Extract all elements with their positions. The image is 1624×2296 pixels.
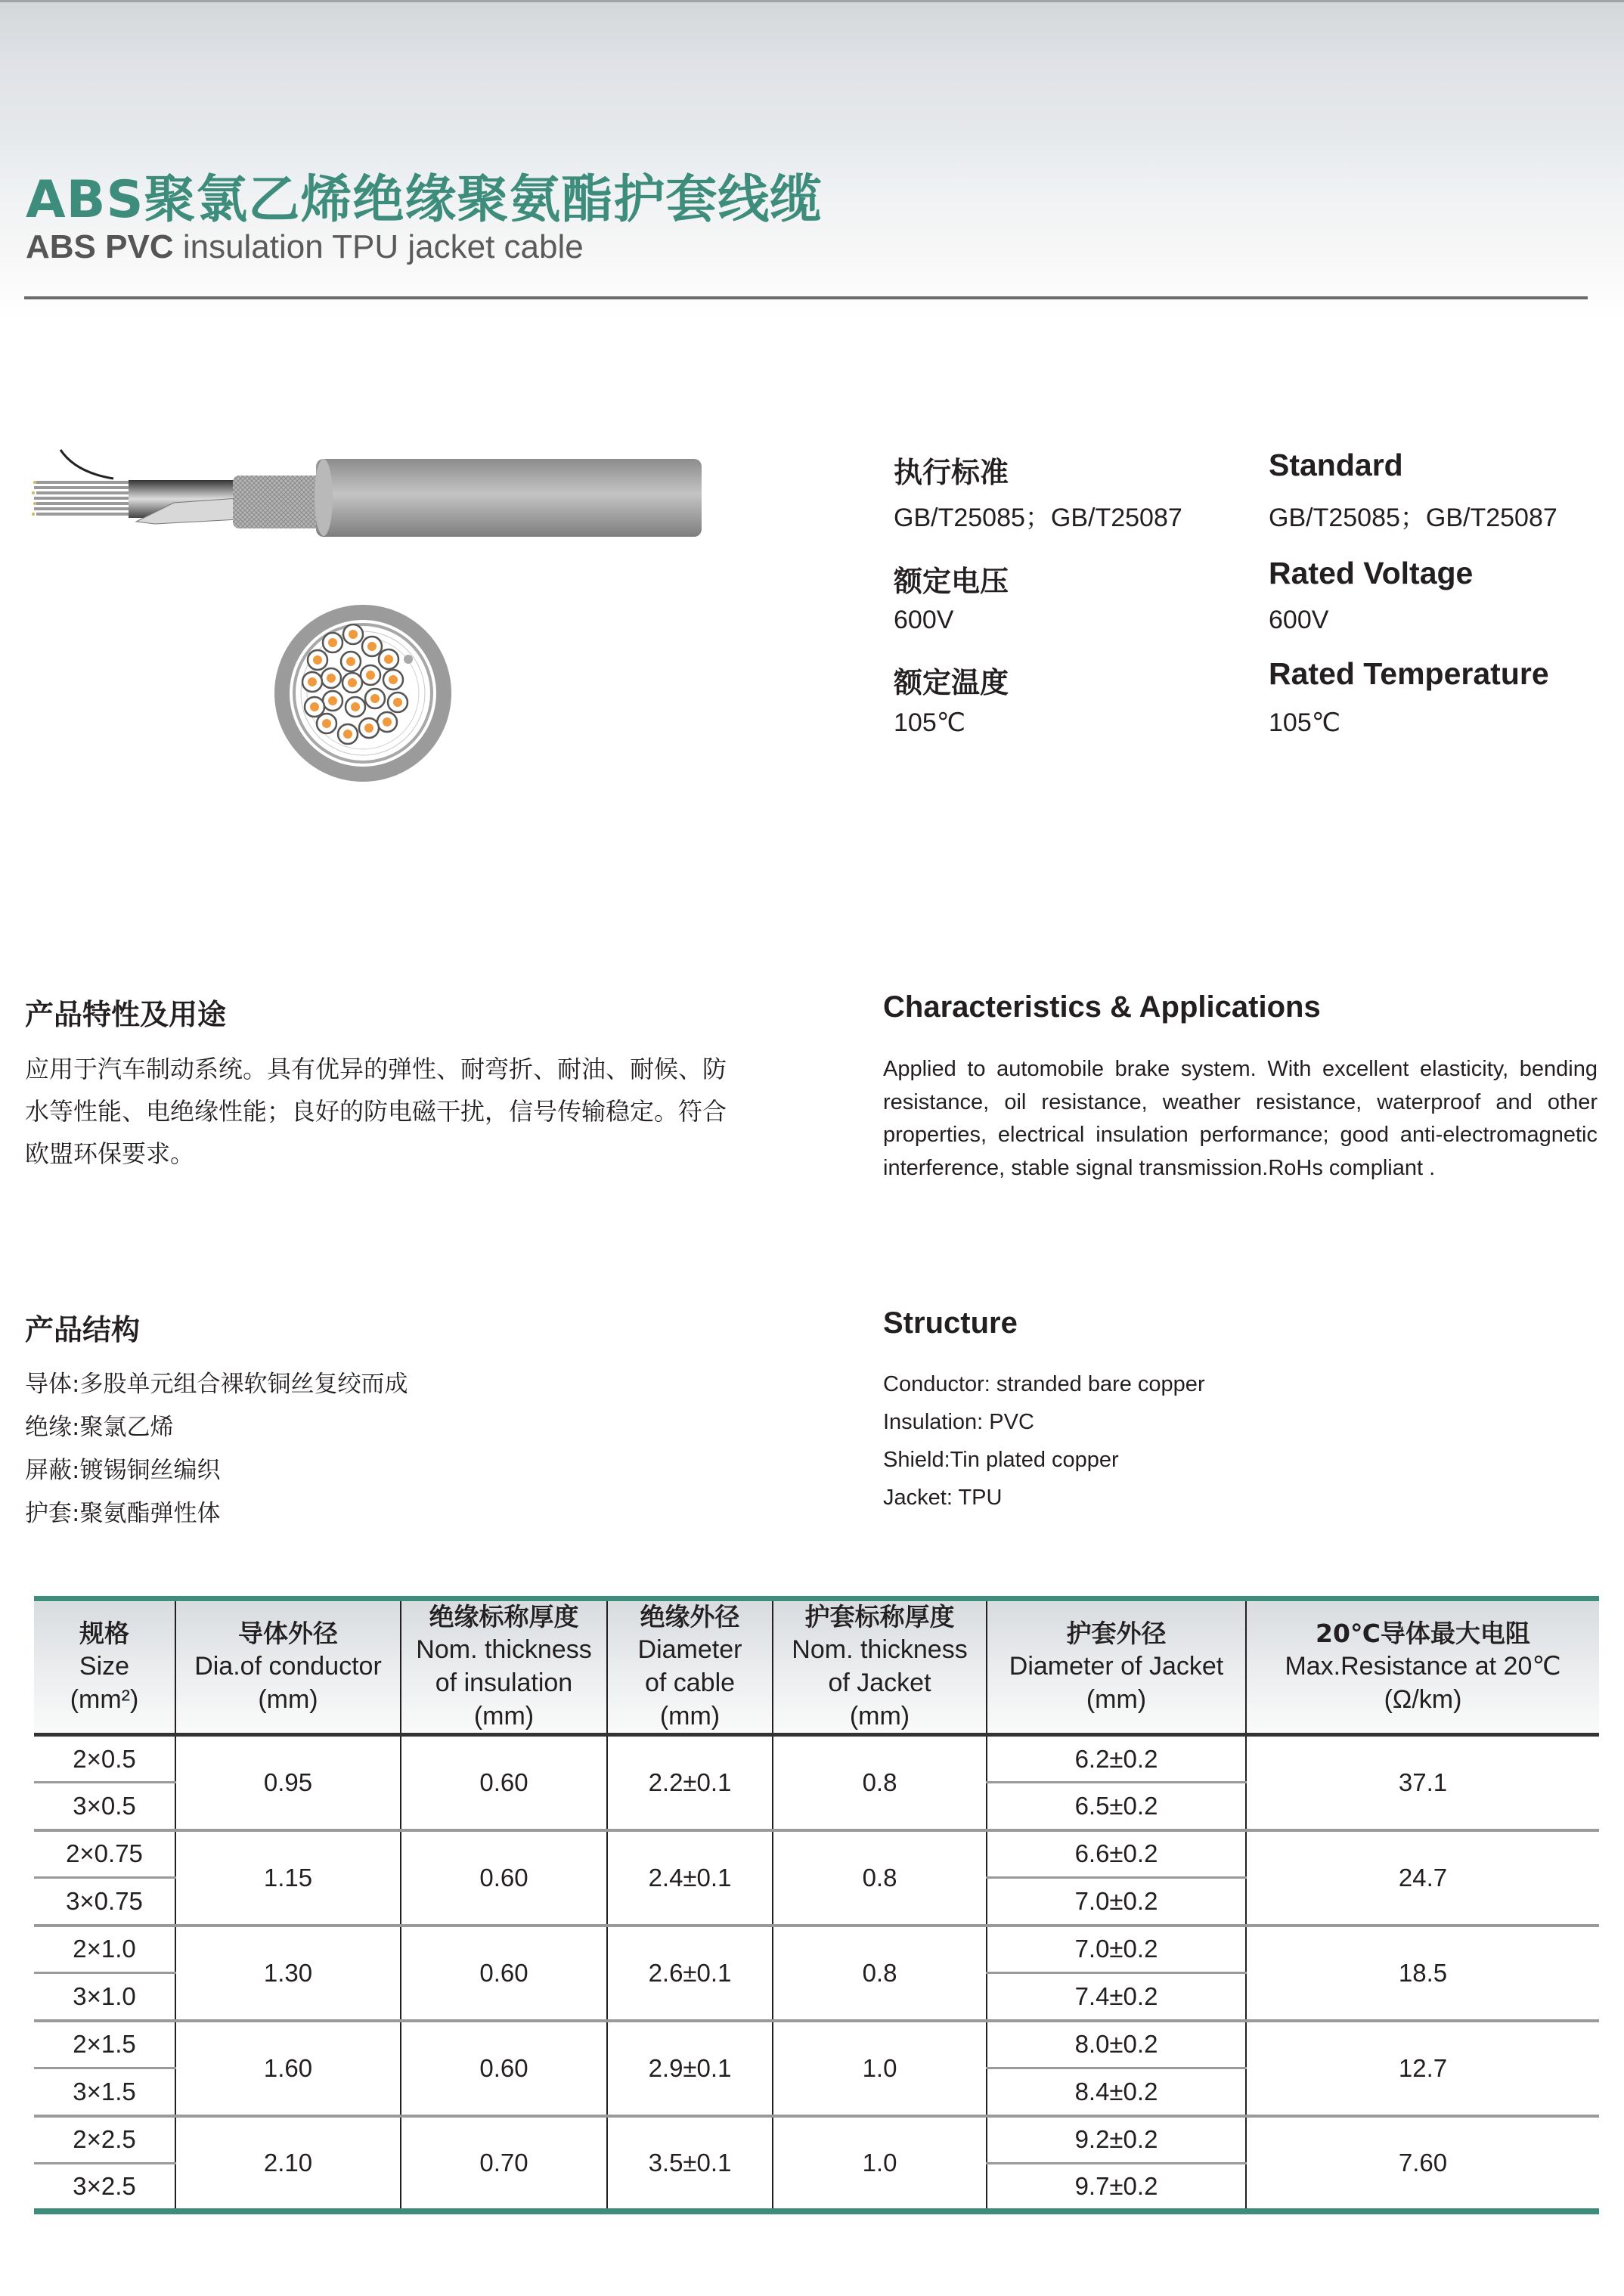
cell-jacket-dia: 8.0±0.2 (987, 2021, 1246, 2068)
column-header-max-resistance: 20℃导体最大电阻 Max.Resistance at 20℃ (Ω/km) (1246, 1599, 1599, 1735)
cell-size: 3×0.75 (34, 1878, 175, 1926)
title-en-bold: ABS PVC (26, 228, 174, 265)
page-title-en (26, 228, 584, 266)
table-header-row (34, 1599, 1599, 1735)
characteristics-title-en: Characteristics & Applications (883, 990, 1321, 1024)
cell-size: 3×1.0 (34, 1973, 175, 2021)
cell-jacket-thickness: 0.8 (773, 1735, 987, 1830)
cell-size: 3×2.5 (34, 2164, 175, 2211)
structure-item-shield-cn: 屏蔽:镀锡铜丝编织 (25, 1457, 221, 1484)
spec-temperature-label-en: Rated Temperature (1269, 656, 1549, 691)
characteristics-body-cn: 应用于汽车制动系统。具有优异的弹性、耐弯折、耐油、耐候、防水等性能、电绝缘性能；良好的防电磁干扰，信号传输稳定。符合欧盟环保要求。 (25, 1055, 727, 1168)
spec-temperature-label-cn: 额定温度 (894, 666, 1009, 699)
cell-jacket-dia: 7.0±0.2 (987, 1878, 1246, 1926)
page-title-cn: ABS聚氯乙烯绝缘聚氨酯护套线缆 (26, 170, 823, 230)
cell-conductor-dia: 1.60 (175, 2021, 401, 2116)
spec-voltage-label-en: Rated Voltage (1269, 556, 1474, 590)
cell-conductor-dia: 1.30 (175, 1926, 401, 2021)
specification-table (34, 1596, 1599, 2214)
cell-jacket-dia: 7.0±0.2 (987, 1926, 1246, 1973)
cell-insulation-thickness: 0.60 (401, 2021, 607, 2116)
cell-cable-dia: 3.5±0.1 (607, 2116, 773, 2211)
table-row (34, 1735, 1599, 1783)
structure-item-shield-en: Shield:Tin plated copper (883, 1448, 1119, 1472)
structure-list-cn (25, 1363, 408, 1535)
cell-conductor-dia: 2.10 (175, 2116, 401, 2211)
cell-insulation-thickness: 0.60 (401, 1926, 607, 2021)
structure-item-jacket-cn: 护套:聚氨酯弹性体 (25, 1500, 221, 1527)
structure-item-conductor-en: Conductor: stranded bare copper (883, 1372, 1205, 1396)
column-header-size: 规格 Size (mm²) (34, 1599, 175, 1735)
structure-title-cn: 产品结构 (25, 1313, 141, 1346)
structure-item-insulation-en: Insulation: PVC (883, 1410, 1034, 1434)
column-header-jacket-dia: 护套外径 Diameter of Jacket (mm) (987, 1599, 1246, 1735)
characteristics-body-en: Applied to automobile brake system. With excellent elasticity, bending resistance, oil resistance, weather resistance, waterproof and other properties, electrical insulation performance; good anti-electromagnetic interference, stable signal transmission.RoHs compliant . (883, 1057, 1598, 1180)
cell-size: 3×0.5 (34, 1783, 175, 1830)
spec-standard-label-cn: 执行标准 (894, 456, 1009, 489)
cell-max-resistance: 24.7 (1246, 1830, 1599, 1926)
cell-jacket-dia: 6.2±0.2 (987, 1735, 1246, 1783)
spec-voltage-value-en: 600V (1269, 606, 1329, 634)
cell-jacket-thickness: 1.0 (773, 2021, 987, 2116)
cell-max-resistance: 18.5 (1246, 1926, 1599, 2021)
cell-size: 2×0.5 (34, 1735, 175, 1783)
column-header-insulation-thickness: 绝缘标称厚度 Nom. thickness of insulation (mm) (401, 1599, 607, 1735)
cell-size: 2×1.5 (34, 2021, 175, 2068)
cell-max-resistance: 37.1 (1246, 1735, 1599, 1830)
spec-temperature-value-en: 105℃ (1269, 708, 1340, 737)
structure-title-en: Structure (883, 1306, 1018, 1340)
cell-jacket-dia: 9.7±0.2 (987, 2164, 1246, 2211)
column-header-cable-dia: 绝缘外径 Diameter of cable (mm) (607, 1599, 773, 1735)
cell-insulation-thickness: 0.60 (401, 1735, 607, 1830)
cell-insulation-thickness: 0.70 (401, 2116, 607, 2211)
cell-jacket-dia: 7.4±0.2 (987, 1973, 1246, 2021)
cell-cable-dia: 2.9±0.1 (607, 2021, 773, 2116)
structure-item-insulation-cn: 绝缘:聚氯乙烯 (25, 1414, 174, 1441)
spec-temperature-value-cn: 105℃ (894, 708, 965, 737)
cell-jacket-thickness: 0.8 (773, 1830, 987, 1926)
cell-max-resistance: 7.60 (1246, 2116, 1599, 2211)
table-row (34, 2021, 1599, 2068)
structure-item-conductor-cn: 导体:多股单元组合裸软铜丝复绞而成 (25, 1371, 408, 1398)
cell-cable-dia: 2.4±0.1 (607, 1830, 773, 1926)
cell-size: 2×0.75 (34, 1830, 175, 1878)
title-en-rest: insulation TPU jacket cable (173, 228, 584, 265)
cell-max-resistance: 12.7 (1246, 2021, 1599, 2116)
cell-jacket-dia: 6.5±0.2 (987, 1783, 1246, 1830)
cell-size: 2×2.5 (34, 2116, 175, 2164)
cell-conductor-dia: 1.15 (175, 1830, 401, 1926)
cell-cable-dia: 2.6±0.1 (607, 1926, 773, 2021)
spec-standard-label-en: Standard (1269, 448, 1403, 482)
table-row (34, 1830, 1599, 1878)
cell-cable-dia: 2.2±0.1 (607, 1735, 773, 1830)
cell-insulation-thickness: 0.60 (401, 1830, 607, 1926)
cell-jacket-dia: 6.6±0.2 (987, 1830, 1246, 1878)
column-header-conductor-dia: 导体外径 Dia.of conductor (mm) (175, 1599, 401, 1735)
header-divider (24, 296, 1588, 299)
cell-jacket-thickness: 0.8 (773, 1926, 987, 2021)
column-header-jacket-thickness: 护套标称厚度 Nom. thickness of Jacket (mm) (773, 1599, 987, 1735)
cell-conductor-dia: 0.95 (175, 1735, 401, 1830)
cell-size: 3×1.5 (34, 2068, 175, 2116)
structure-item-jacket-en: Jacket: TPU (883, 1486, 1003, 1510)
cell-jacket-thickness: 1.0 (773, 2116, 987, 2211)
cell-size: 2×1.0 (34, 1926, 175, 1973)
spec-standard-value-cn: GB/T25085；GB/T25087 (894, 504, 1182, 532)
table-row (34, 1926, 1599, 1973)
table-row (34, 2116, 1599, 2164)
spec-voltage-value-cn: 600V (894, 606, 954, 634)
cell-jacket-dia: 8.4±0.2 (987, 2068, 1246, 2116)
cable-side-view-icon (23, 442, 703, 537)
characteristics-title-cn: 产品特性及用途 (25, 998, 227, 1031)
cell-jacket-dia: 9.2±0.2 (987, 2116, 1246, 2164)
spec-standard-value-en: GB/T25085；GB/T25087 (1269, 504, 1557, 532)
spec-voltage-label-cn: 额定电压 (894, 565, 1009, 598)
cable-cross-section-icon (272, 603, 454, 784)
structure-list-en (883, 1365, 1205, 1517)
